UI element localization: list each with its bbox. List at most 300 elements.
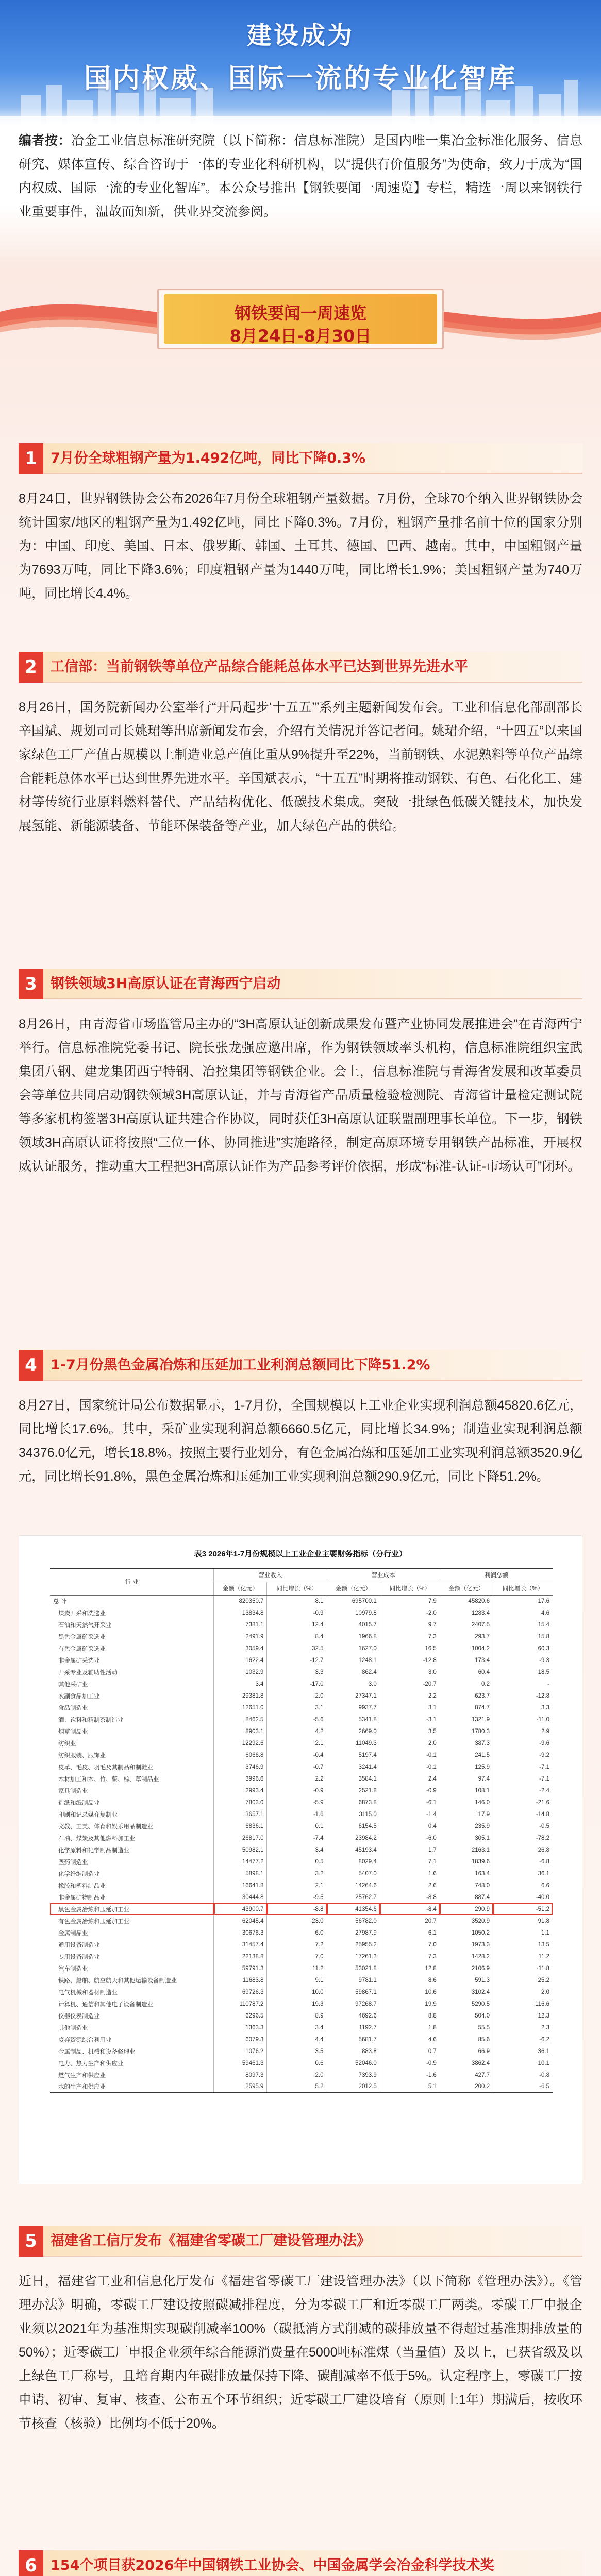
section-title: 钢铁领域3H高原认证在青海西宁启动 — [51, 976, 281, 992]
table-cell-value: 36.1 — [493, 1868, 553, 1879]
table-body — [50, 1595, 553, 2093]
table-cell-value: 45820.6 — [440, 1595, 493, 1607]
table-cell-value: 1192.7 — [327, 2022, 380, 2033]
table-cell-industry: 电力、热力生产和供应业 — [58, 2060, 124, 2067]
table-cell-value: 2407.5 — [440, 1619, 493, 1631]
table-cell-value: 5898.1 — [214, 1868, 267, 1879]
table-cell-value: 22138.8 — [214, 1951, 267, 1962]
table-cell-value: 3115.0 — [327, 1808, 380, 1820]
table-cell-value: 19.3 — [267, 1998, 327, 2010]
table-cell-value: 1248.1 — [327, 1654, 380, 1666]
section-title: 1-7月份黑色金属冶炼和压延加工业利润总额同比下降51.2% — [51, 1357, 430, 1373]
section-header-6 — [19, 2550, 582, 2576]
table-cell-value: -20.7 — [380, 1678, 440, 1690]
table-cell-value: 3862.4 — [440, 2057, 493, 2069]
table-cell-industry: 金属制品业 — [58, 1930, 88, 1937]
table-cell-value: 3102.4 — [440, 1986, 493, 1998]
table-cell-industry: 黑色金属冶炼和压延加工业 — [50, 1903, 214, 1915]
table-cell-value: 3.5 — [267, 2045, 327, 2057]
table-cell-value: 3.3 — [493, 1702, 553, 1714]
issue-title: 钢铁要闻一周速览 — [234, 303, 366, 323]
table-cell-value: 27347.1 — [327, 1690, 380, 1702]
table-cell-value: 504.0 — [440, 2010, 493, 2022]
table-cell-industry: 家具制造业 — [58, 1788, 88, 1794]
table-cell-value: 4.2 — [267, 1725, 327, 1737]
table-cell-value: 7.3 — [380, 1951, 440, 1962]
table-cell-value: -21.6 — [493, 1797, 553, 1808]
table-cell-value: 1283.4 — [440, 1607, 493, 1619]
table-cell-value: 26817.0 — [214, 1832, 267, 1844]
table-row — [50, 1808, 553, 1820]
table-cell-value: -14.8 — [493, 1808, 553, 1820]
table-cell-industry: 开采专业及辅助性活动 — [58, 1669, 118, 1676]
table-row — [50, 1797, 553, 1808]
table-cell-value: 108.1 — [440, 1785, 493, 1797]
table-cell-value: -1.6 — [380, 2069, 440, 2081]
table-cell-value: 12.4 — [267, 1619, 327, 1631]
table-cell-value: -0.1 — [380, 1749, 440, 1761]
table-cell-value: 241.5 — [440, 1749, 493, 1761]
table-cell-value: -0.9 — [267, 1607, 327, 1619]
table-cell-value: 9937.7 — [327, 1702, 380, 1714]
table-cell-value: 2.9 — [493, 1725, 553, 1737]
banner-title-line1: 建设成为 — [246, 21, 354, 50]
table-cell-value: 146.0 — [440, 1797, 493, 1808]
table-cell-value: 8.1 — [267, 1595, 327, 1607]
table-row — [50, 1725, 553, 1737]
table-cell-value: 23.0 — [267, 1915, 327, 1927]
table-sub-header: 金额（亿元） — [327, 1582, 380, 1595]
table-cell-value: 2491.9 — [214, 1631, 267, 1642]
table-row — [50, 1737, 553, 1749]
table-row — [50, 1631, 553, 1642]
table-cell-value: 45193.4 — [327, 1844, 380, 1856]
table-cell-value: 11.2 — [493, 1951, 553, 1962]
table-cell-value: -6.5 — [493, 2081, 553, 2093]
table-cell-value: -9.5 — [267, 1891, 327, 1903]
table-cell-value: 2.1 — [267, 1737, 327, 1749]
table-cell-industry: 通用设备制造业 — [58, 1942, 100, 1948]
table-row — [50, 2022, 553, 2033]
table-cell-value: -1.4 — [380, 1808, 440, 1820]
table-cell-industry: 煤炭开采和洗选业 — [58, 1610, 106, 1617]
section-title: 工信部：当前钢铁等单位产品综合能耗总体水平已达到世界先进水平 — [51, 659, 468, 675]
table-cell-value: 97.4 — [440, 1773, 493, 1785]
table-cell-value: 29381.8 — [214, 1690, 267, 1702]
table-cell-value: 2521.8 — [327, 1785, 380, 1797]
table-row — [50, 1749, 553, 1761]
table-cell-value: -7.1 — [493, 1773, 553, 1785]
table-cell-value: - — [493, 1678, 553, 1690]
table-cell-value: -17.0 — [267, 1678, 327, 1690]
table-cell-value: -11.8 — [493, 1962, 553, 1974]
table-cell-value: 2.0 — [267, 2069, 327, 2081]
table-cell-value: -0.7 — [267, 1761, 327, 1773]
table-cell-value: 695700.1 — [327, 1595, 380, 1607]
section-title: 福建省工信厅发布《福建省零碳工厂建设管理办法》 — [51, 2233, 371, 2249]
table-cell-industry: 水的生产和供应业 — [50, 2081, 214, 2093]
table-row — [50, 1998, 553, 2010]
table-cell-value: 1076.2 — [214, 2045, 267, 2057]
table-cell-value: 10979.8 — [327, 1607, 380, 1619]
table-cell-value: 3.1 — [380, 1702, 440, 1714]
table-cell-value: 3.3 — [267, 1666, 327, 1678]
table-cell-value: 69726.3 — [214, 1986, 267, 1998]
table-row — [50, 1654, 553, 1666]
table-cell-value: 15.8 — [493, 1631, 553, 1642]
table-cell-industry: 医药制造业 — [58, 1859, 88, 1866]
table-cell-value: 6873.8 — [327, 1797, 380, 1808]
table-cell-industry: 有色金属矿采选业 — [58, 1646, 106, 1652]
table-cell-value: 163.4 — [440, 1868, 493, 1879]
table-cell-value: 23984.2 — [327, 1832, 380, 1844]
table-cell-value: 10.1 — [493, 2057, 553, 2069]
section-paragraph: 8月24日，世界钢铁协会公布2026年7月份全球粗钢产量数据。7月份，全球70个纳入世界钢铁协会统计国家/地区的粗钢产量为1.492亿吨，同比下降0.3%。7月份，粗钢产量排名前十位的国家分别为：中国、印度、美国、日本、俄罗斯、韩国、土耳其、德国、巴西、越南。其中，中国粗钢产量为7693万吨，同比下降3.6%；印度粗钢产量为1440万吨，同比增长1.9%；美国粗钢产量为740万吨，同比增长4.4%。 — [19, 492, 582, 601]
table-cell-value: 3.4 — [214, 1678, 267, 1690]
table-cell-value: 173.4 — [440, 1654, 493, 1666]
table-cell-value: 16641.8 — [214, 1879, 267, 1891]
table-cell-industry: 铁路、船舶、航空航天和其他运输设备制造业 — [58, 1977, 177, 1984]
table-cell-value: -40.0 — [493, 1891, 553, 1903]
table-cell-value: 3.4 — [267, 1844, 327, 1856]
table-cell-value: 5197.4 — [327, 1749, 380, 1761]
table-cell-value: -2.4 — [493, 1785, 553, 1797]
table-group-header: 营业成本 — [327, 1568, 440, 1582]
table-cell-value: 0.2 — [440, 1678, 493, 1690]
table-cell-value: 6079.3 — [214, 2033, 267, 2045]
section-header-2 — [19, 652, 582, 683]
table-cell-value: 60.3 — [493, 1642, 553, 1654]
table-cell-industry: 纺织业 — [58, 1740, 76, 1747]
table-row — [50, 1761, 553, 1773]
table-row — [50, 1666, 553, 1678]
table-cell-industry: 汽车制造业 — [58, 1965, 88, 1972]
table-cell-value: 4.6 — [380, 2033, 440, 2045]
table-cell-value: 3746.9 — [214, 1761, 267, 1773]
table-cell-value: -1.6 — [267, 1808, 327, 1820]
table-cell-value: 7.3 — [380, 1631, 440, 1642]
table-cell-value: 305.1 — [440, 1832, 493, 1844]
table-cell-industry: 橡胶和塑料制品业 — [58, 1883, 106, 1889]
table-cell-value: 19.9 — [380, 1998, 440, 2010]
table-cell-value: 15.4 — [493, 1619, 553, 1631]
section-header-4 — [19, 1350, 582, 1381]
table-cell-value: -0.9 — [267, 1785, 327, 1797]
table-row — [50, 1868, 553, 1879]
table-cell-value: 2163.1 — [440, 1844, 493, 1856]
table-cell-value: 97268.7 — [327, 1998, 380, 2010]
table-cell-value: 8029.4 — [327, 1856, 380, 1868]
table-cell-value: 91.8 — [493, 1915, 553, 1927]
table-cell-value: 14264.6 — [327, 1879, 380, 1891]
table-group-header: 营业收入 — [214, 1568, 327, 1582]
table-cell-value: 2.4 — [380, 1773, 440, 1785]
table-cell-value: 5681.7 — [327, 2033, 380, 2045]
table-cell-value: 9.1 — [267, 1974, 327, 1986]
table-cell-value: 59461.3 — [214, 2057, 267, 2069]
table-cell-value: 50982.1 — [214, 1844, 267, 1856]
section-title: 7月份全球粗钢产量为1.492亿吨，同比下降0.3% — [51, 450, 366, 466]
table-cell-value: 0.7 — [380, 2045, 440, 2057]
table-cell-value: 6296.5 — [214, 2010, 267, 2022]
table-cell-value: 7381.1 — [214, 1619, 267, 1631]
table-row — [50, 1642, 553, 1654]
table-row — [50, 1690, 553, 1702]
table-cell-value: 8.6 — [380, 1974, 440, 1986]
table-cell-value: 43900.7 — [214, 1903, 267, 1915]
header-banner — [0, 0, 601, 126]
table-cell-value: 14477.2 — [214, 1856, 267, 1868]
table-cell-value: 1.6 — [380, 1868, 440, 1879]
table-cell-industry: 皮革、毛皮、羽毛及其制品和制鞋业 — [58, 1764, 153, 1771]
table-row — [50, 1962, 553, 1974]
table-cell-value: 8097.3 — [214, 2069, 267, 2081]
table-cell-value: 110787.2 — [214, 1998, 267, 2010]
table-cell-value: 3.2 — [267, 1868, 327, 1879]
table-row — [50, 1915, 553, 1927]
table-cell-industry: 纺织服装、服饰业 — [58, 1752, 106, 1759]
table-cell-value: -6.1 — [380, 1797, 440, 1808]
table-cell-industry: 酒、饮料和精制茶制造业 — [58, 1717, 124, 1723]
table-cell-industry: 专用设备制造业 — [58, 1954, 100, 1960]
table-cell-value: 290.9 — [440, 1903, 493, 1915]
table-cell-value: 25955.2 — [327, 1939, 380, 1951]
table-cell-value: -7.1 — [493, 1761, 553, 1773]
table-cell-value: 293.7 — [440, 1631, 493, 1642]
table-cell-value: 7803.0 — [214, 1797, 267, 1808]
table-row — [50, 1939, 553, 1951]
table-cell-value: 2.2 — [380, 1690, 440, 1702]
table-cell-industry: 农副食品加工业 — [58, 1693, 100, 1700]
table-cell-value: 7.9 — [380, 1595, 440, 1607]
section-paragraph: 近日，福建省工业和信息化厅发布《福建省零碳工厂建设管理办法》（以下简称《管理办法》）。《管理办法》明确，零碳工厂建设按照碳减排程度，分为零碳工厂和近零碳工厂两类。零碳工厂申报企业须以2021年为基准期实现碳削减率100%（碳抵消方式削减的碳排放量不得超过基准期排放量的50%）；近零碳工厂申报企业须年综合能源消费量在5000吨标准煤（当量值）及以上，已获省级及以上绿色工厂称号，且培育期内年碳排放量保持下降、碳削减率不低于5%。认定程序上，零碳工厂按申请、初审、复审、核查、公布五个环节组织；近零碳工厂建设培育（原则上1年）期满后，按收环节核查（核验）比例均不低于20%。 — [19, 2274, 582, 2431]
table-cell-value: 52046.0 — [327, 2057, 380, 2069]
table-row — [50, 2057, 553, 2069]
section-number: 3 — [19, 969, 43, 999]
table-cell-industry: 造纸和纸制品业 — [58, 1800, 100, 1806]
table-cell-value: -3.1 — [380, 1714, 440, 1725]
table-cell-value: 820350.7 — [214, 1595, 267, 1607]
table-row — [50, 1820, 553, 1832]
table-cell-value: -8.8 — [267, 1903, 327, 1915]
table-cell-value: 85.6 — [440, 2033, 493, 2045]
table-cell-value: 3.5 — [380, 1725, 440, 1737]
table-cell-value: -9.6 — [493, 1737, 553, 1749]
section-number: 1 — [19, 443, 43, 474]
table-cell-value: 20.7 — [380, 1915, 440, 1927]
table-cell-value: 12292.6 — [214, 1737, 267, 1749]
table-cell-value: 53021.8 — [327, 1962, 380, 1974]
table-cell-value: 2.0 — [380, 1737, 440, 1749]
table-cell-value: 2.2 — [267, 1773, 327, 1785]
table-row — [50, 1619, 553, 1631]
editor-note — [19, 129, 582, 224]
table-cell-value: 5.1 — [380, 2081, 440, 2093]
table-header-industry: 行 业 — [50, 1568, 214, 1595]
table-cell-value: 1032.9 — [214, 1666, 267, 1678]
table-row — [50, 1607, 553, 1619]
table-cell-value: 4.4 — [267, 2033, 327, 2045]
table-cell-value: 7393.9 — [327, 2069, 380, 2081]
table-cell-value: 1839.6 — [440, 1856, 493, 1868]
table-cell-value: 26.8 — [493, 1844, 553, 1856]
section-number: 6 — [19, 2550, 43, 2576]
table-cell-value: 16.5 — [380, 1642, 440, 1654]
table-cell-value: 11049.3 — [327, 1737, 380, 1749]
section-header-5 — [19, 2226, 582, 2257]
table-row — [50, 2069, 553, 2081]
table-row — [50, 1856, 553, 1868]
table-cell-industry: 其他制造业 — [58, 2025, 88, 2031]
table-cell-value: 1622.4 — [214, 1654, 267, 1666]
table-cell-value: -0.5 — [493, 1820, 553, 1832]
table-cell-value: 125.9 — [440, 1761, 493, 1773]
table-cell-value: 4692.6 — [327, 2010, 380, 2022]
table-cell-value: 2.0 — [493, 1986, 553, 1998]
table-cell-value: 200.2 — [440, 2081, 493, 2093]
table-cell-value: -0.1 — [380, 1761, 440, 1773]
table-cell-value: 2.6 — [380, 1879, 440, 1891]
table-cell-industry: 文教、工美、体育和娱乐用品制造业 — [58, 1823, 153, 1830]
table-cell-industry: 石油、煤炭及其他燃料加工业 — [58, 1835, 136, 1842]
table-cell-value: 17261.3 — [327, 1951, 380, 1962]
table-cell-value: 1428.2 — [440, 1951, 493, 1962]
table-cell-value: 3.4 — [267, 2022, 327, 2033]
table-cell-value: -5.9 — [267, 1797, 327, 1808]
table-cell-value: -8.4 — [380, 1903, 440, 1915]
table-cell-value: 66.9 — [440, 2045, 493, 2057]
table-row — [50, 1891, 553, 1903]
table-cell-value: 0.4 — [380, 1820, 440, 1832]
table-cell-value: 887.4 — [440, 1891, 493, 1903]
table-cell-value: 25762.7 — [327, 1891, 380, 1903]
table-caption: 表3 2026年1-7月份规模以上工业企业主要财务指标（分行业） — [194, 1550, 407, 1558]
table-cell-value: -6.2 — [493, 2033, 553, 2045]
table-cell-value: -5.6 — [267, 1714, 327, 1725]
table-cell-value: 3657.1 — [214, 1808, 267, 1820]
table-cell-value: 30676.3 — [214, 1927, 267, 1939]
table-cell-value: 10.6 — [380, 1986, 440, 1998]
table-cell-industry: 化学原料和化学制品制造业 — [58, 1847, 129, 1854]
table-cell-value: 5341.8 — [327, 1714, 380, 1725]
table-row — [50, 2045, 553, 2057]
table-cell-value: 116.6 — [493, 1998, 553, 2010]
table-cell-value: 748.0 — [440, 1879, 493, 1891]
table-cell-value: 55.5 — [440, 2022, 493, 2033]
table-cell-value: 3059.4 — [214, 1642, 267, 1654]
table-cell-value: -6.8 — [493, 1856, 553, 1868]
table-cell-value: 1.8 — [380, 2022, 440, 2033]
table-cell-value: 0.5 — [267, 1856, 327, 1868]
table-cell-value: -8.8 — [380, 1891, 440, 1903]
section-header-1 — [19, 443, 582, 474]
table-cell-value: 1321.9 — [440, 1714, 493, 1725]
section-number: 4 — [19, 1350, 43, 1381]
table-cell-value: 0.1 — [267, 1820, 327, 1832]
table-cell-value: 18.5 — [493, 1666, 553, 1678]
table-cell-value: 623.7 — [440, 1690, 493, 1702]
table-cell-value: 2993.4 — [214, 1785, 267, 1797]
table-cell-value: 13.5 — [493, 1939, 553, 1951]
table-cell-value: 3.1 — [267, 1702, 327, 1714]
section-number: 2 — [19, 652, 43, 683]
banner-title-line2: 国内权威、国际一流的专业化智库 — [84, 63, 517, 94]
editor-note-label: 编者按： — [19, 133, 71, 148]
table-sub-header: 同比增长（%） — [267, 1582, 327, 1595]
table-cell-industry: 废弃资源综合利用业 — [58, 2037, 112, 2043]
table-cell-value: 2012.5 — [327, 2081, 380, 2093]
table-cell-value: 12.8 — [380, 1962, 440, 1974]
table-cell-value: 25.2 — [493, 1974, 553, 1986]
table-sub-header: 同比增长（%） — [380, 1582, 440, 1595]
table-cell-value: 7.1 — [380, 1856, 440, 1868]
table-row — [50, 1986, 553, 1998]
table-cell-value: 6066.8 — [214, 1749, 267, 1761]
table-cell-industry: 印刷和记录媒介复制业 — [58, 1811, 118, 1818]
table-cell-value: 59867.1 — [327, 1986, 380, 1998]
table-cell-value: 6154.5 — [327, 1820, 380, 1832]
table-cell-value: 427.7 — [440, 2069, 493, 2081]
table-cell-industry: 仪器仪表制造业 — [58, 2013, 100, 2020]
table-cell-value: 3996.6 — [214, 1773, 267, 1785]
table-cell-value: -9.3 — [493, 1654, 553, 1666]
table-row — [50, 1927, 553, 1939]
table-cell-value: 56782.0 — [327, 1915, 380, 1927]
table-cell-value: 3.0 — [380, 1666, 440, 1678]
table-cell-value: 1627.0 — [327, 1642, 380, 1654]
table-cell-value: 5290.5 — [440, 1998, 493, 2010]
section-paragraph: 8月27日，国家统计局公布数据显示，1-7月份，全国规模以上工业企业实现利润总额45820.6亿元，同比增长17.6%。其中，采矿业实现利润总额6660.5亿元，同比增长34.9%；制造业实现利润总额34376.0亿元，增长18.8%。按照主要行业划分，有色金属冶炼和压延加工业实现利润总额3520.9亿元，同比增长91.8%，黑色金属冶炼和压延加工业实现利润总额290.9亿元，同比下降51.2%。 — [19, 1398, 582, 1484]
table-cell-value: 2106.9 — [440, 1962, 493, 1974]
table-cell-value: 31457.4 — [214, 1939, 267, 1951]
table-cell-value: 2.0 — [267, 1690, 327, 1702]
table-row — [50, 1773, 553, 1785]
table-cell-value: 17.6 — [493, 1595, 553, 1607]
section-header-3 — [19, 969, 582, 999]
table-cell-value: 883.8 — [327, 2045, 380, 2057]
table-cell-value: 36.1 — [493, 2045, 553, 2057]
table-cell-value: 7.0 — [267, 1951, 327, 1962]
table-row — [50, 1879, 553, 1891]
table-cell-industry: 食品制造业 — [58, 1705, 88, 1711]
table-cell-industry: 金属制品、机械和设备修理业 — [58, 2048, 136, 2055]
table-sub-header: 同比增长（%） — [493, 1582, 553, 1595]
financial-indicators-table-figure — [19, 1535, 582, 2184]
table-cell-value: -0.9 — [380, 2057, 440, 2069]
table-cell-value: -78.2 — [493, 1832, 553, 1844]
table-cell-value: 11683.8 — [214, 1974, 267, 1986]
table-cell-value: 8462.5 — [214, 1714, 267, 1725]
table-cell-value: 3584.1 — [327, 1773, 380, 1785]
table-cell-value: 5.2 — [267, 2081, 327, 2093]
table-cell-value: 7.0 — [380, 1939, 440, 1951]
table-cell-value: 30444.8 — [214, 1891, 267, 1903]
table-sub-header: 金额（亿元） — [440, 1582, 493, 1595]
table-cell-value: 3.0 — [327, 1678, 380, 1690]
table-cell-value: 3241.4 — [327, 1761, 380, 1773]
section-paragraph: 8月26日，由青海省市场监管局主办的“3H高原认证创新成果发布暨产业协同发展推进会”在青海西宁举行。信息标准院党委书记、院长张龙强应邀出席，作为钢铁领域率头机构，信息标准院组织宝武集团八钢、建龙集团西宁特钢、冶控集团等钢铁企业。会上，信息标准院与青海省发展和改革委员会等单位共同启动钢铁领域3H高原认证，并与青海省产品质量检验检测院、青海省计量检定测试院等多家机构签署3H高原认证共建合作协议，同时获任3H高原认证联盟副理事长单位。下一步，钢铁领域3H高原认证将按照“三位一体、协同推进”实施路径，制定高原环境专用钢铁产品标准，开展权威认证服务，推动重大工程把3H高原认证作为产品参考评价依据，形成“标准-认证-市场认可”闭环。 — [19, 1017, 582, 1174]
table-row — [50, 1702, 553, 1714]
table-cell-industry: 燃气生产和供应业 — [58, 2072, 106, 2079]
table-row — [50, 1832, 553, 1844]
table-cell-value: 10.0 — [267, 1986, 327, 1998]
table-cell-value: -2.0 — [380, 1607, 440, 1619]
table-cell-value: -12.7 — [267, 1654, 327, 1666]
table-cell-value: 6.6 — [493, 1879, 553, 1891]
table-row — [50, 1974, 553, 1986]
table-cell-value: 8903.1 — [214, 1725, 267, 1737]
table-cell-value: 117.9 — [440, 1808, 493, 1820]
